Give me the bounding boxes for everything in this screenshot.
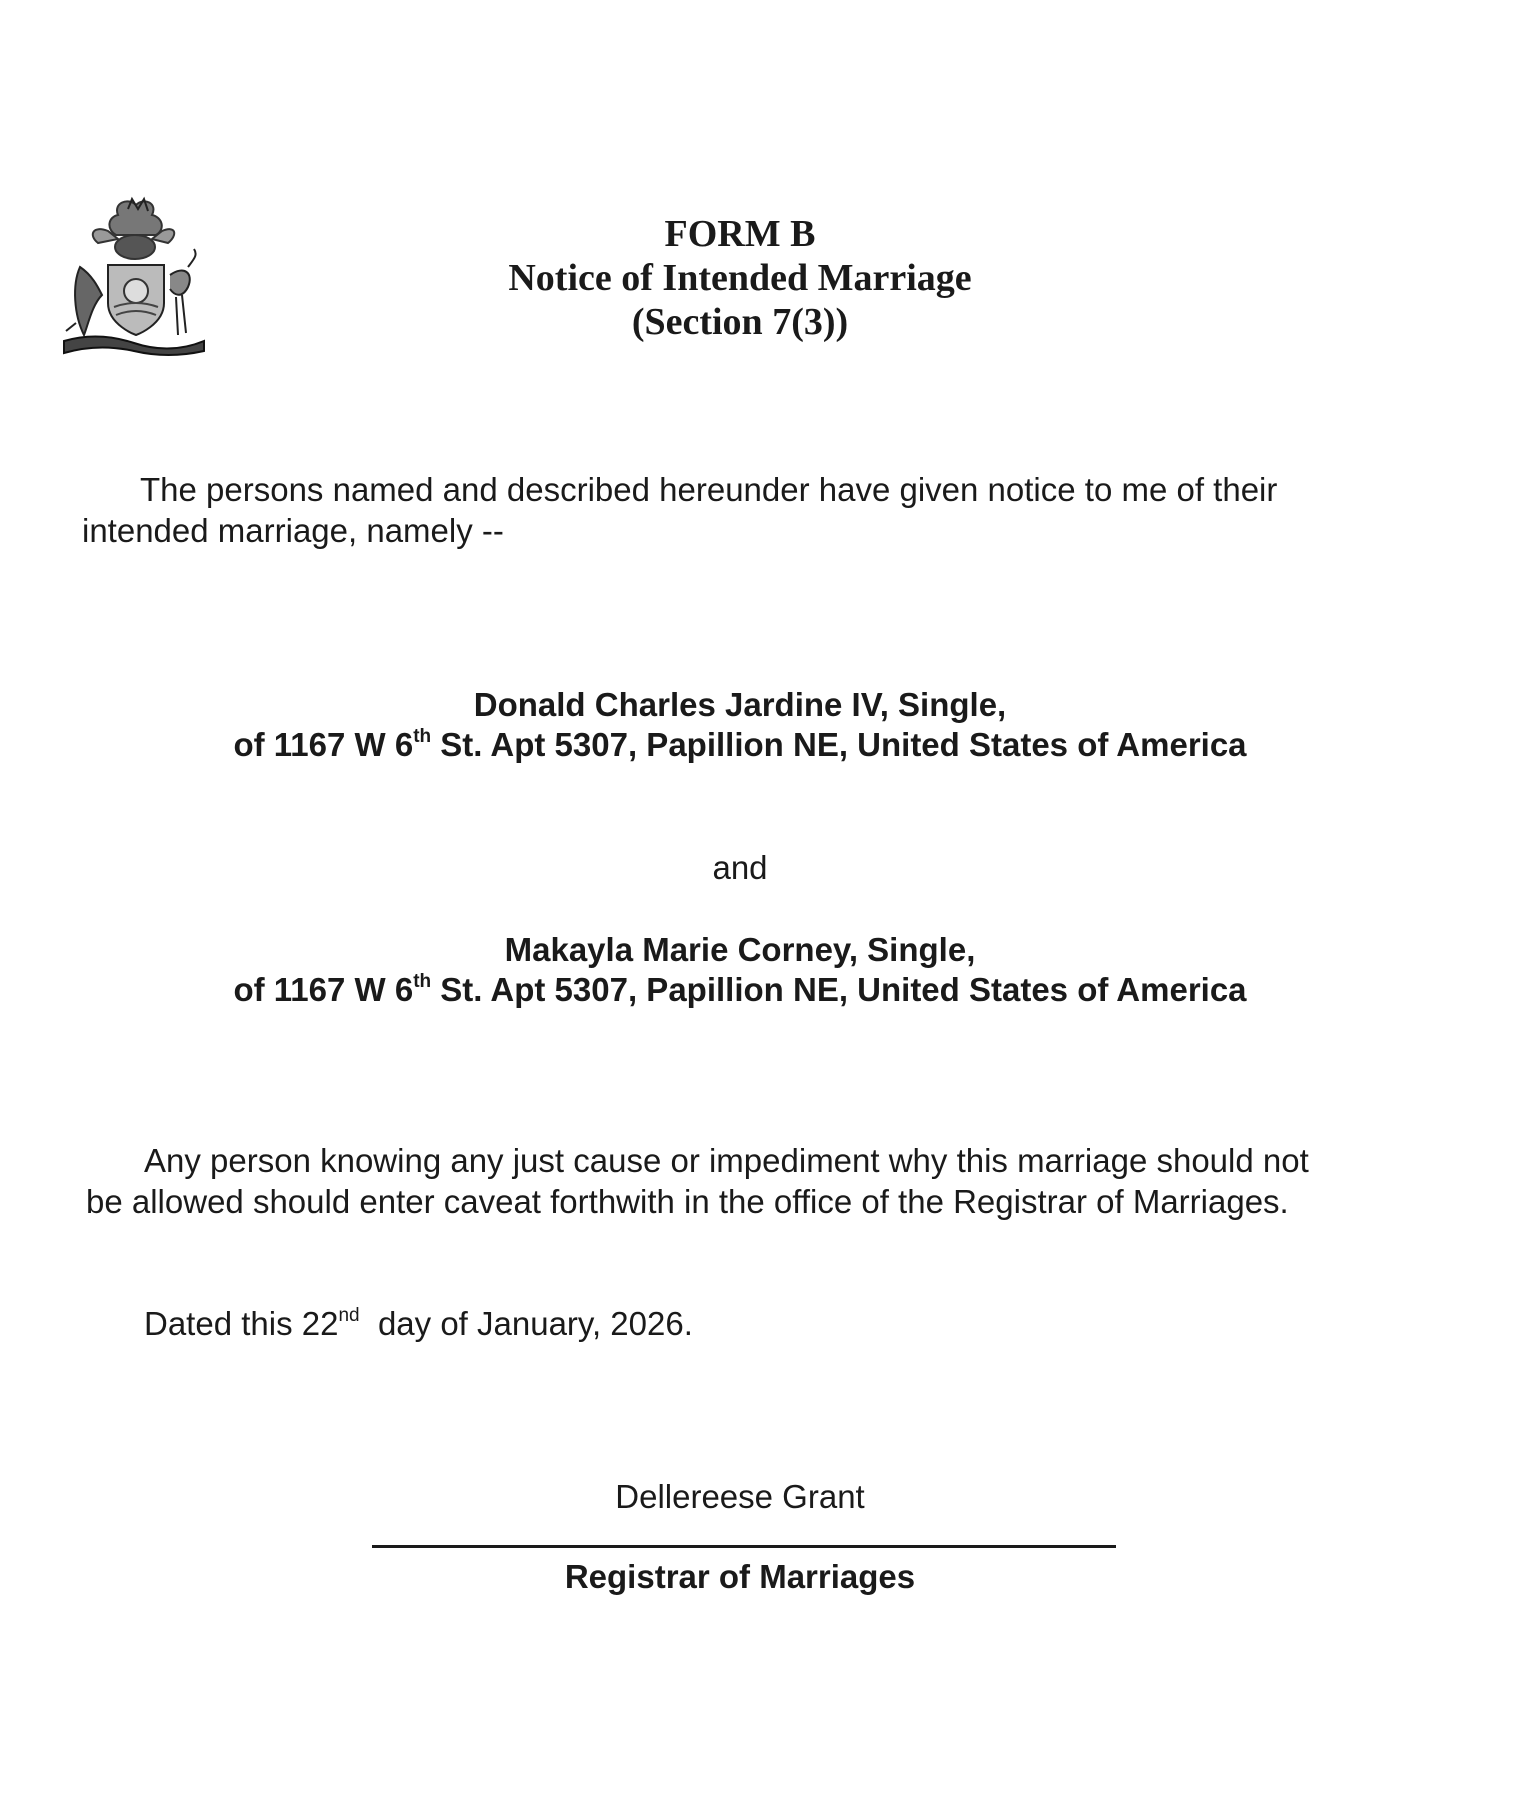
caveat-line-1: Any person knowing any just cause or impediment why this marriage should not: [144, 1142, 1309, 1179]
party-2-name: Makayla Marie Corney, Single,: [504, 931, 976, 968]
party-2-address: of 1167 W 6th St. Apt 5307, Papillion NE, United States of America: [233, 971, 1247, 1008]
intro-paragraph: [82, 469, 1277, 551]
caveat-paragraph: [86, 1140, 1309, 1222]
form-label: FORM B: [664, 213, 816, 255]
party-1-name: Donald Charles Jardine IV, Single,: [473, 686, 1007, 723]
caveat-line-2: be allowed should enter caveat forthwith in the office of the Registrar of Marriages.: [86, 1183, 1289, 1220]
conjunction-and: and: [712, 849, 768, 886]
dated-line: Dated this 22nd day of January, 2026.: [144, 1305, 693, 1342]
signature-line: [372, 1545, 1116, 1548]
intro-line-1: The persons named and described hereunder have given notice to me of their: [140, 471, 1278, 508]
section-reference: (Section 7(3)): [631, 301, 849, 343]
signatory-name: Dellereese Grant: [615, 1478, 865, 1515]
signatory-title: Registrar of Marriages: [564, 1558, 916, 1595]
party-1-address: of 1167 W 6th St. Apt 5307, Papillion NE, United States of America: [233, 726, 1247, 763]
intro-line-2: intended marriage, namely --: [82, 512, 504, 549]
notice-title: Notice of Intended Marriage: [508, 257, 972, 299]
